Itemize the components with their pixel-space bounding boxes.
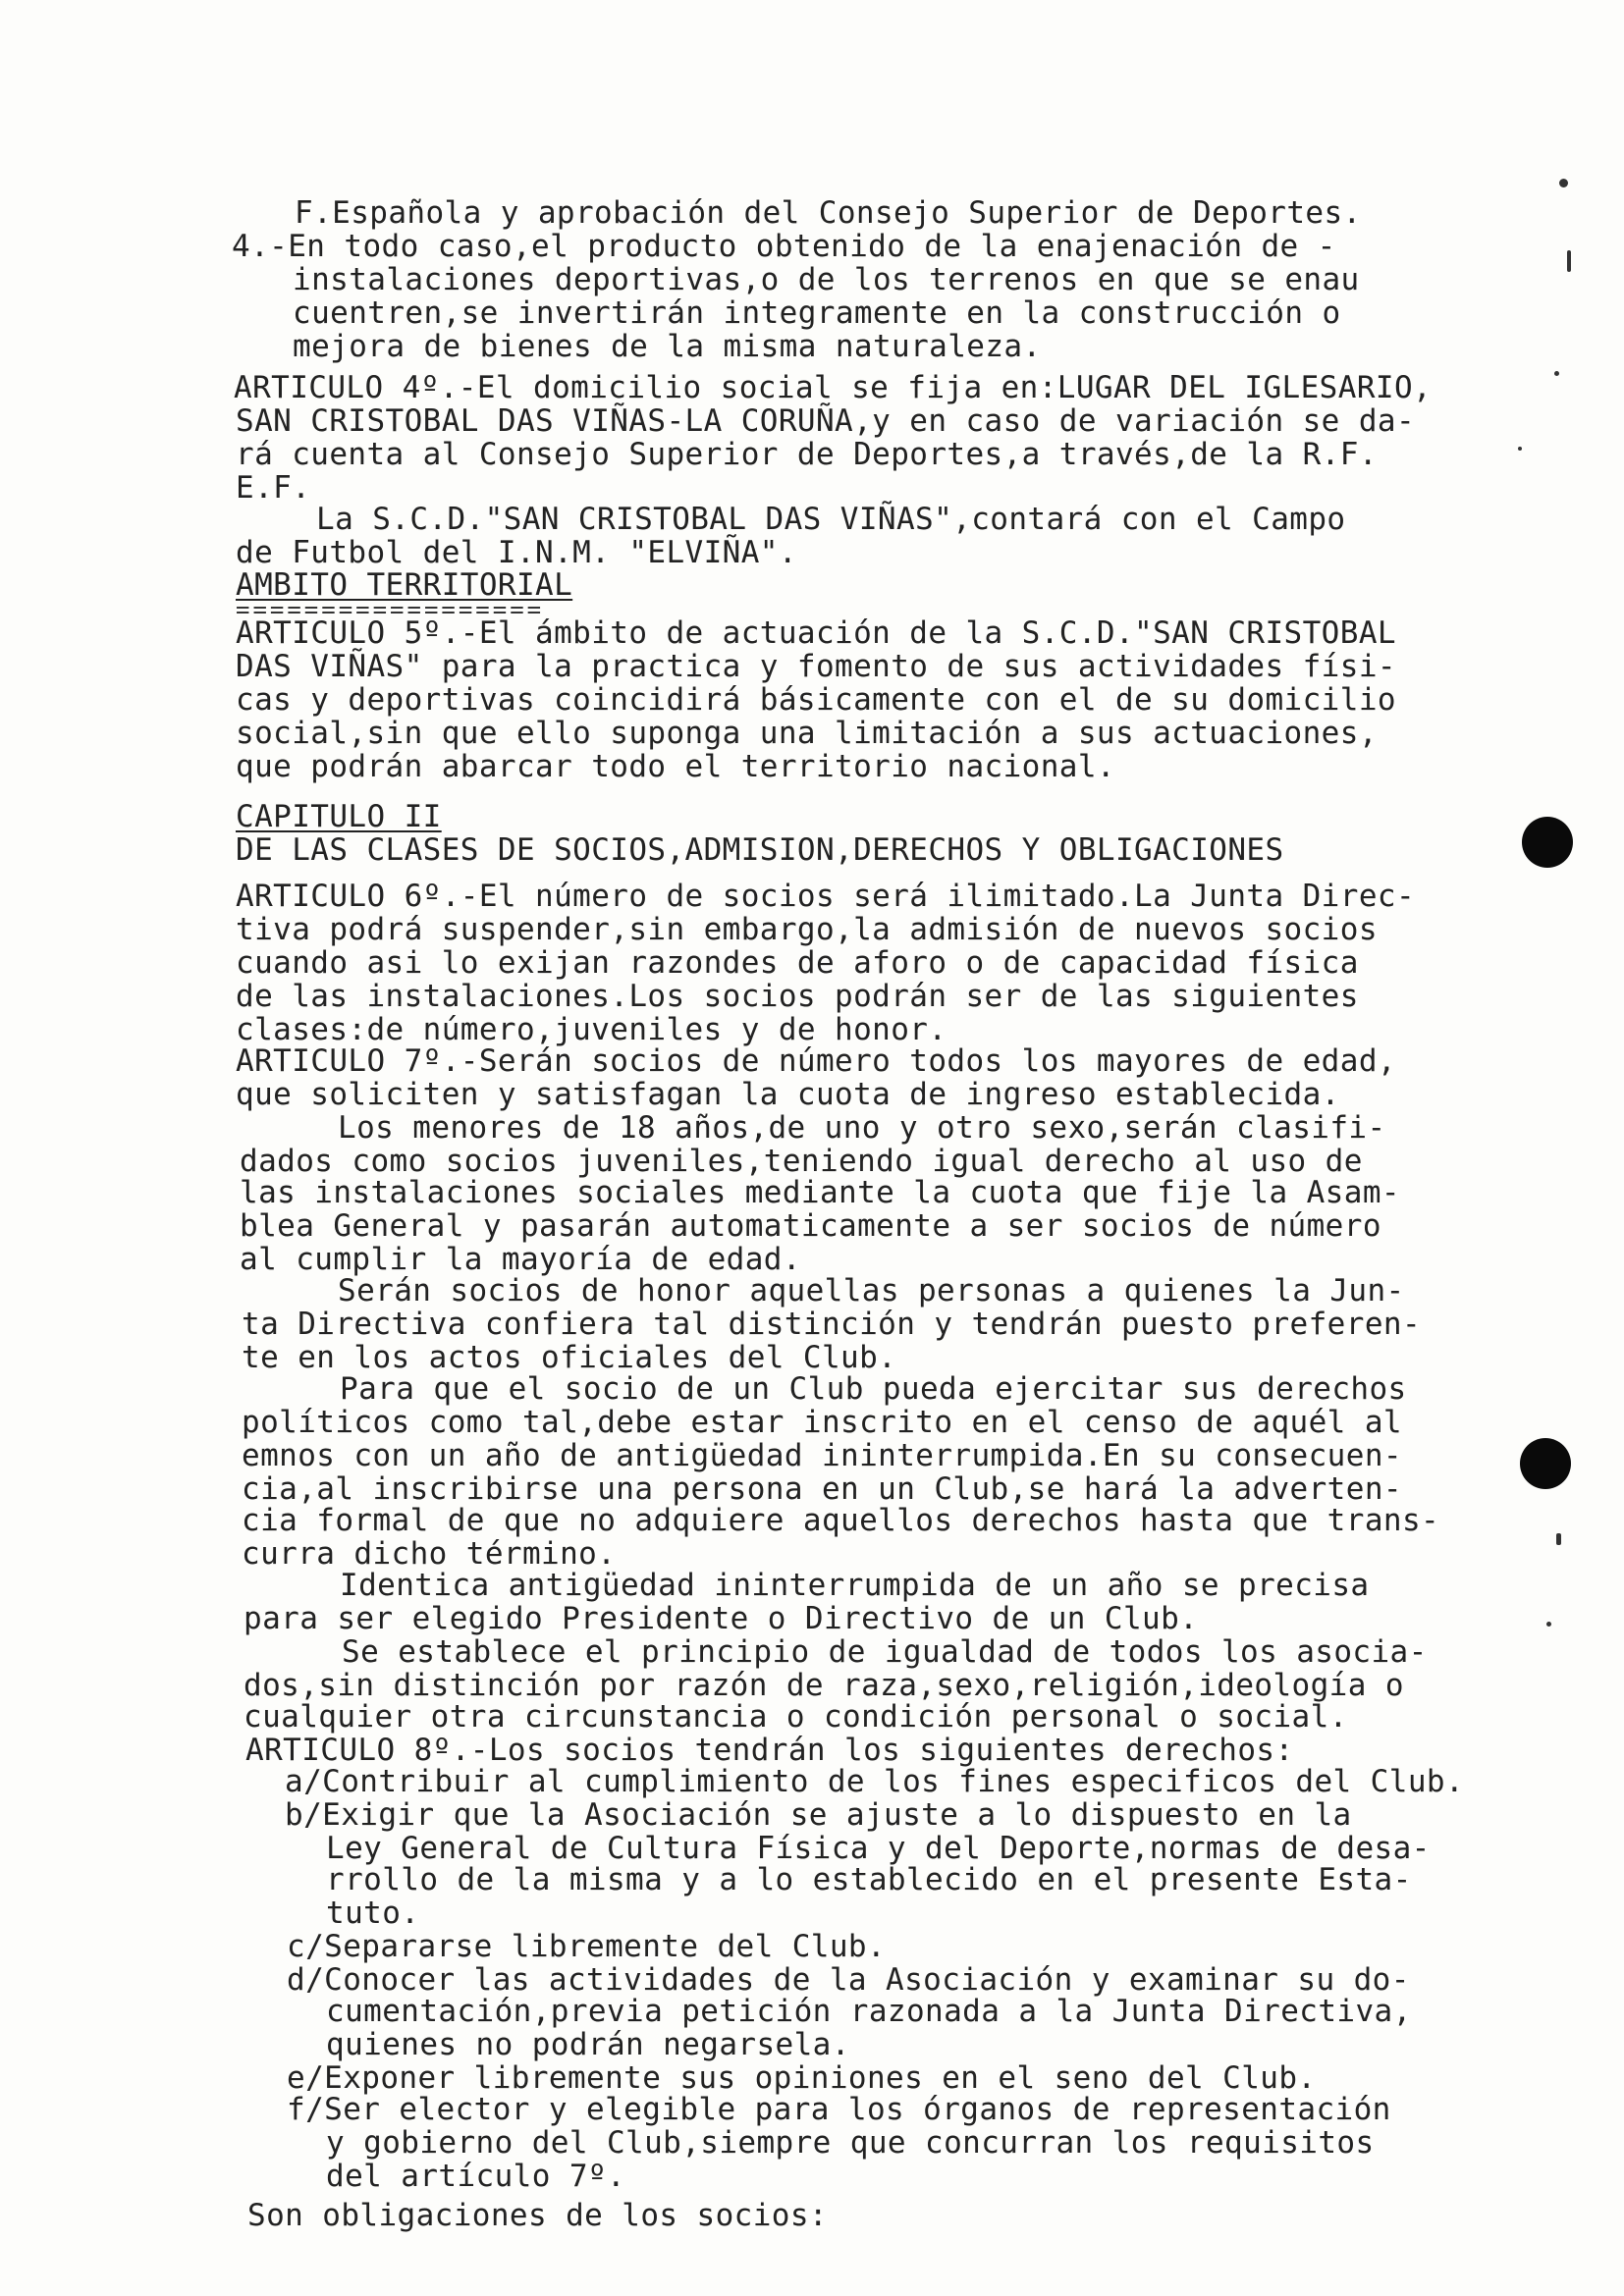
doc-line: tuto. [326, 1896, 420, 1931]
doc-line: y gobierno del Club,siempre que concurran los requisitos [326, 2125, 1375, 2161]
doc-line: dos,sin distinción por razón de raza,sexo,religión,ideología o [244, 1668, 1404, 1703]
doc-line: Los menores de 18 años,de uno y otro sexo,serán clasifi- [338, 1110, 1386, 1146]
doc-line: cualquier otra circunstancia o condición personal o social. [244, 1699, 1348, 1735]
doc-line: ARTICULO 7º.-Serán socios de número todos los mayores de edad, [236, 1043, 1396, 1079]
punch-hole-bottom [1520, 1438, 1571, 1489]
doc-line: tiva podrá suspender,sin embargo,la admisión de nuevos socios [236, 912, 1378, 947]
doc-line: Ley General de Cultura Física y del Deporte,normas de desa- [326, 1831, 1431, 1866]
heading-rule: ================== [236, 596, 545, 623]
doc-line: ARTICULO 6º.-El número de socios será ilimitado.La Junta Direc- [236, 879, 1416, 914]
doc-line: rrollo de la misma y a lo establecido en el presente Esta- [326, 1862, 1412, 1897]
chapter-subheading: DE LAS CLASES DE SOCIOS,ADMISION,DERECHOS Y OBLIGACIONES [236, 832, 1284, 868]
ink-speck [1567, 250, 1571, 272]
doc-line: b/Exigir que la Asociación se ajuste a lo dispuesto en la [285, 1797, 1352, 1833]
doc-line: cia formal de que no adquiere aquellos derechos hasta que trans- [242, 1503, 1440, 1538]
doc-line: Identica antigüedad ininterrumpida de un año se precisa [340, 1568, 1370, 1603]
ink-speck [1556, 1533, 1561, 1545]
doc-line: Para que el socio de un Club pueda ejercitar sus derechos [340, 1371, 1407, 1407]
doc-line: d/Conocer las actividades de la Asociación y examinar su do- [287, 1962, 1410, 1998]
doc-line: dados como socios juveniles,teniendo igual derecho al uso de [240, 1144, 1363, 1179]
doc-line: Son obligaciones de los socios: [247, 2198, 828, 2233]
doc-line: f/Ser elector y elegible para los órganos de representación [287, 2092, 1391, 2127]
ink-speck [1518, 447, 1522, 451]
doc-line: a/Contribuir al cumplimiento de los fines especificos del Club. [285, 1764, 1465, 1799]
doc-line: que podrán abarcar todo el territorio nacional. [236, 749, 1115, 784]
doc-line: cuando asi lo exijan razondes de aforo o de capacidad física [236, 945, 1359, 981]
doc-line: curra dicho término. [242, 1536, 617, 1572]
ink-speck [1554, 371, 1559, 376]
doc-line: quienes no podrán negarsela. [326, 2027, 850, 2062]
doc-line: que soliciten y satisfagan la cuota de ingreso establecida. [236, 1077, 1340, 1112]
doc-line: ARTICULO 5º.-El ámbito de actuación de la S.C.D."SAN CRISTOBAL [236, 615, 1396, 651]
doc-line: políticos como tal,debe estar inscrito en el censo de aquél al [242, 1405, 1402, 1440]
punch-hole-top [1522, 817, 1573, 868]
doc-line: ARTICULO 8º.-Los socios tendrán los siguientes derechos: [245, 1733, 1294, 1768]
doc-line: al cumplir la mayoría de edad. [240, 1242, 801, 1277]
doc-line: F.Española y aprobación del Consejo Superior de Deportes. [295, 195, 1362, 231]
doc-line: emnos con un año de antigüedad ininterrumpida.En su consecuen- [242, 1438, 1402, 1473]
doc-line: cia,al inscribirse una persona en un Club,se hará la adverten- [242, 1471, 1402, 1507]
ink-speck [1546, 1622, 1551, 1627]
section-heading: AMBITO TERRITORIAL [236, 567, 573, 603]
doc-line: c/Separarse libremente del Club. [287, 1929, 887, 1964]
doc-line: ta Directiva confiera tal distinción y tendrán puesto preferen- [242, 1307, 1422, 1342]
doc-line: rá cuenta al Consejo Superior de Deportes,a través,de la R.F. [236, 437, 1378, 472]
doc-line: las instalaciones sociales mediante la cuota que fije la Asam- [240, 1175, 1400, 1210]
doc-line: de Futbol del I.N.M. "ELVIÑA". [236, 535, 797, 570]
doc-line: de las instalaciones.Los socios podrán ser de las siguientes [236, 979, 1359, 1014]
chapter-heading: CAPITULO II [236, 799, 442, 834]
doc-line: Se establece el principio de igualdad de todos los asocia- [342, 1634, 1428, 1670]
doc-line: cuentren,se invertirán integramente en la construcción o [293, 295, 1341, 331]
doc-line: SAN CRISTOBAL DAS VIÑAS-LA CORUÑA,y en caso de variación se da- [236, 403, 1416, 439]
doc-line: social,sin que ello suponga una limitación a sus actuaciones, [236, 716, 1378, 751]
doc-line: instalaciones deportivas,o de los terrenos en que se enau [293, 262, 1360, 297]
ink-speck [1559, 179, 1568, 187]
doc-line: cas y deportivas coincidirá básicamente con el de su domicilio [236, 682, 1396, 718]
doc-line: DAS VIÑAS" para la practica y fomento de sus actividades físi- [236, 649, 1396, 684]
doc-line: para ser elegido Presidente o Directivo de un Club. [244, 1601, 1199, 1636]
doc-line: e/Exponer libremente sus opiniones en el seno del Club. [287, 2060, 1317, 2096]
doc-line: 4.-En todo caso,el producto obtenido de la enajenación de - [232, 229, 1336, 264]
doc-line: clases:de número,juveniles y de honor. [236, 1012, 947, 1047]
doc-line: del artículo 7º. [326, 2159, 626, 2194]
doc-line: te en los actos oficiales del Club. [242, 1340, 897, 1375]
doc-line: cumentación,previa petición razonada a la Junta Directiva, [326, 1994, 1412, 2029]
doc-line: La S.C.D."SAN CRISTOBAL DAS VIÑAS",contará con el Campo [316, 502, 1346, 537]
doc-line: E.F. [236, 470, 311, 506]
doc-line: Serán socios de honor aquellas personas a quienes la Jun- [338, 1273, 1405, 1308]
doc-line: mejora de bienes de la misma naturaleza. [293, 329, 1042, 364]
doc-line: blea General y pasarán automaticamente a ser socios de número [240, 1208, 1381, 1244]
doc-line: ARTICULO 4º.-El domicilio social se fija en:LUGAR DEL IGLESARIO, [234, 370, 1433, 405]
